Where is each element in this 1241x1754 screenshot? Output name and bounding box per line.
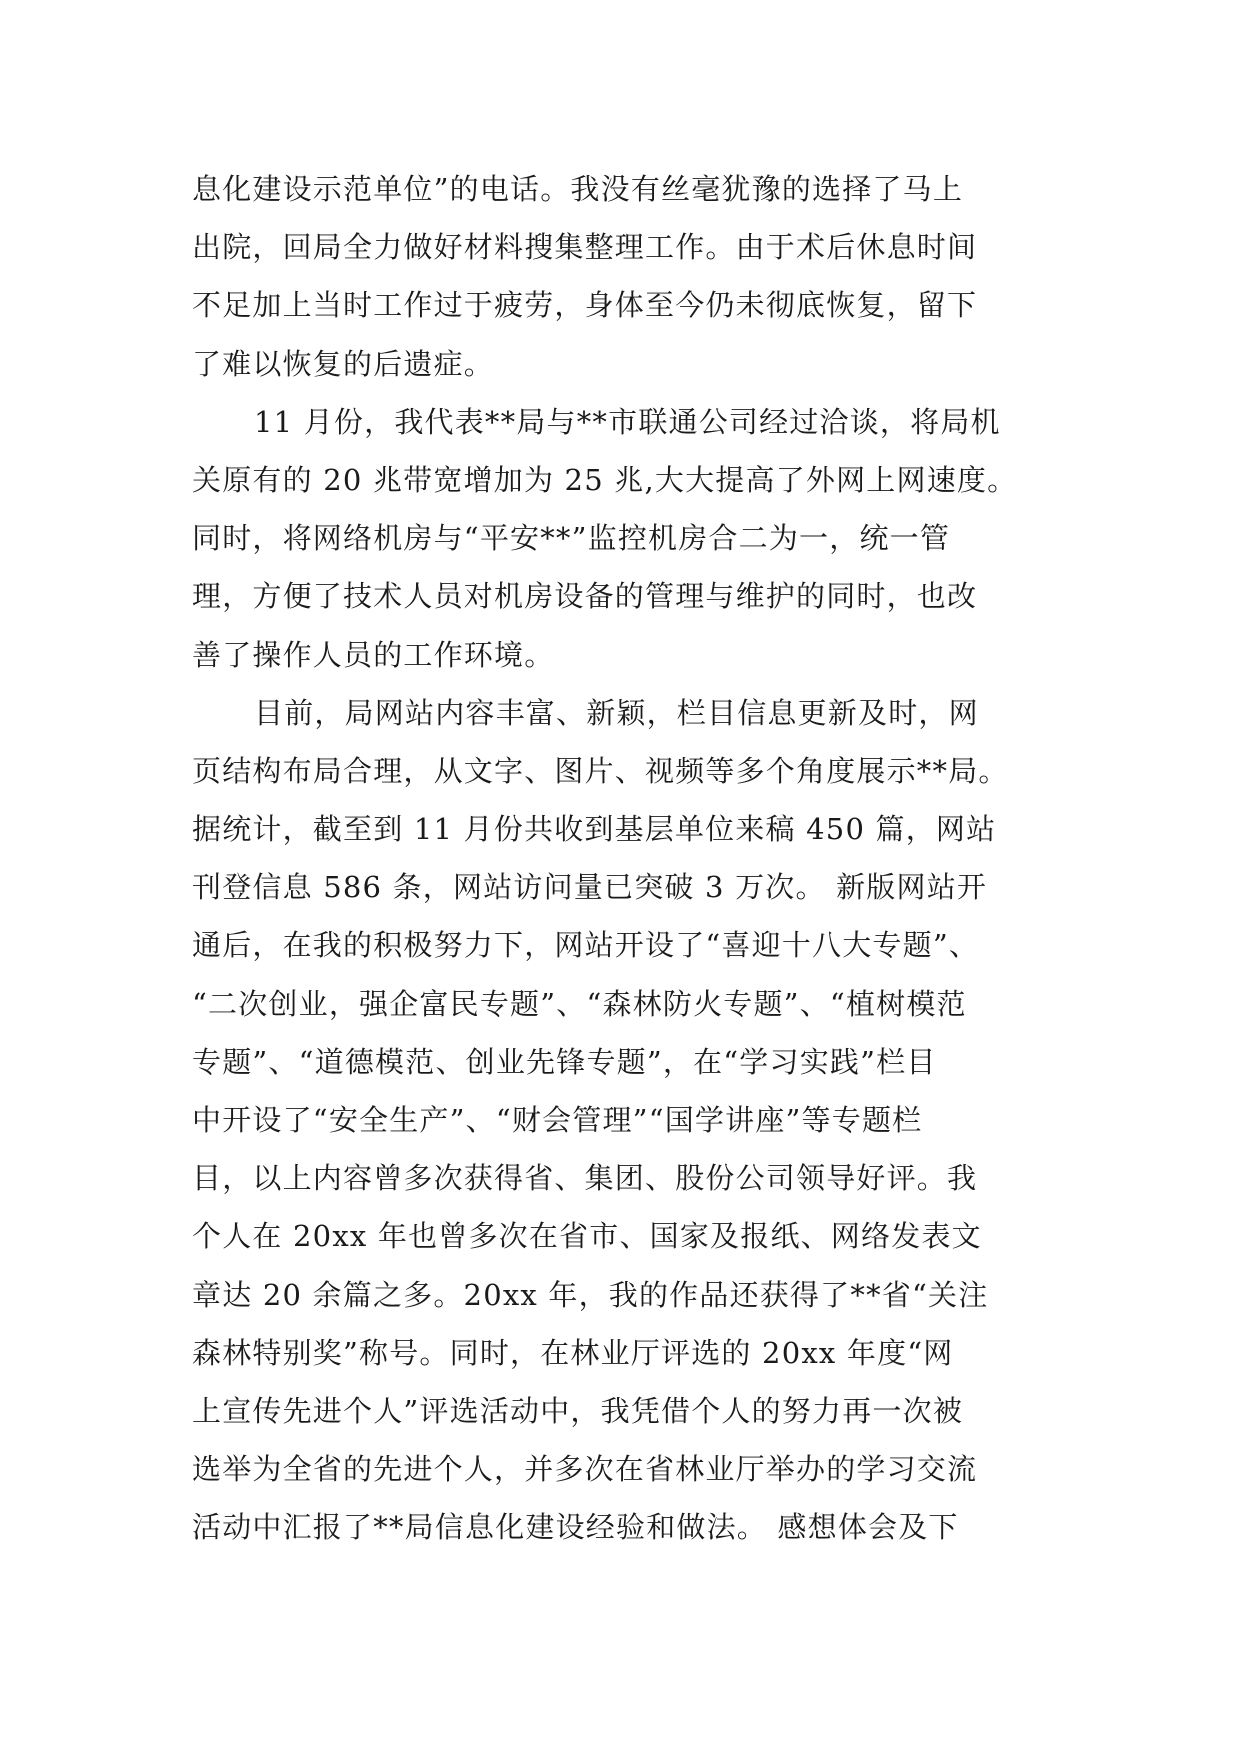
- text-line: 同时，将网络机房与“平安**”监控机房合二为一，统一管: [192, 521, 951, 556]
- text-line: 个人在 20xx 年也曾多次在省市、国家及报纸、网络发表文: [192, 1219, 982, 1254]
- text-line: 刊登信息 586 条，网站访问量已突破 3 万次。 新版网站开: [192, 870, 988, 905]
- paragraph-first-line: 目前，局网站内容丰富、新颖，栏目信息更新及时，网: [254, 695, 979, 730]
- text-line: 善了操作人员的工作环境。: [192, 637, 555, 672]
- paragraph-first-line: 11 月份，我代表**局与**市联通公司经过洽谈，将局机: [254, 404, 1001, 439]
- text-line: 关原有的 20 兆带宽增加为 25 兆,大大提高了外网上网速度。: [192, 462, 1018, 497]
- text-line: 页结构布局合理，从文字、图片、视频等多个角度展示**局。: [192, 753, 1009, 788]
- text-line: 息化建设示范单位”的电话。我没有丝毫犹豫的选择了马上: [192, 172, 964, 206]
- text-line: 章达 20 余篇之多。20xx 年，我的作品还获得了**省“关注: [192, 1277, 989, 1312]
- text-line: 目，以上内容曾多次获得省、集团、股份公司领导好评。我: [192, 1161, 978, 1196]
- text-line: 不足加上当时工作过于疲劳，身体至今仍未彻底恢复，留下: [192, 288, 978, 323]
- text-line: 通后，在我的积极努力下，网站开设了“喜迎十八大专题”、: [192, 928, 980, 963]
- text-line: 上宣传先进个人”评选活动中，我凭借个人的努力再一次被: [192, 1393, 964, 1428]
- text-line: 理，方便了技术人员对机房设备的管理与维护的同时，也改: [192, 579, 978, 614]
- text-line: 森林特别奖”称号。同时，在林业厅评选的 20xx 年度“网: [192, 1335, 954, 1370]
- text-line: 活动中汇报了**局信息化建设经验和做法。 感想体会及下: [192, 1510, 959, 1545]
- body-text: [192, 160, 1092, 1557]
- text-line: 了难以恢复的后遗症。: [192, 346, 495, 381]
- text-line: 专题”、“道德模范、创业先锋专题”，在“学习实践”栏目: [192, 1044, 937, 1079]
- text-line: 出院，回局全力做好材料搜集整理工作。由于术后休息时间: [192, 230, 978, 265]
- text-line: 据统计，截至到 11 月份共收到基层单位来稿 450 篇，网站: [192, 812, 997, 847]
- text-line: “二次创业，强企富民专题”、“森林防火专题”、“植树模范: [192, 986, 967, 1021]
- text-line: 中开设了“安全生产”、“财会管理”“国学讲座”等专题栏: [192, 1103, 923, 1137]
- text-line: 选举为全省的先进个人，并多次在省林业厅举办的学习交流: [192, 1452, 978, 1487]
